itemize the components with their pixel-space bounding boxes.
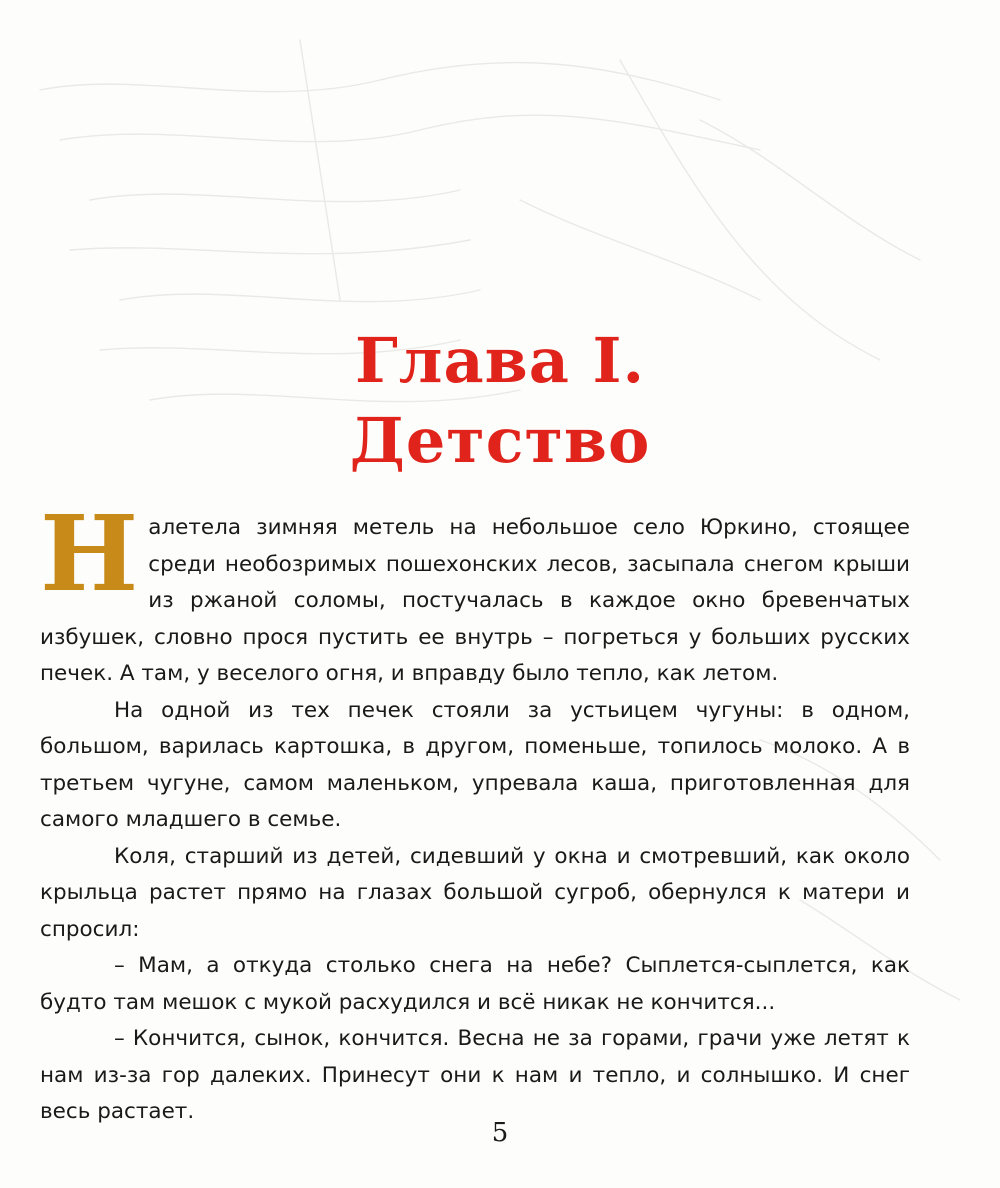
chapter-text	[40, 492, 910, 1131]
page-number: 5	[491, 1118, 509, 1148]
chapter-title-line1: Глава I.	[354, 324, 646, 397]
paragraph-3: Коля, старший из детей, сидевший у окна и смотревший, как около крыльца растет прямо на глазах большой сугроб, обернулся к матери и спросил:	[40, 843, 910, 942]
drop-cap: Н	[40, 492, 139, 615]
paragraph-1-text: алетела зимняя метель на небольшое село Юркино, стоящее среди необозримых пошехонских лесов, засыпала снегом крыши из ржаной соломы, постучалась в каждое окно бревенчатых избушек, словно прося пустить ее внутрь – погреться у больших русских печек. А там, у веселого огня, и вправду было тепло, как летом.	[40, 515, 910, 686]
paragraph-2: На одной из тех печек стояли за устьицем чугуны: в одном, большом, варилась картошка, в другом, поменьше, топилось молоко. А в третьем чугуне, самом маленьком, упревала каша, приготовленная для самого младшего в семье.	[40, 697, 910, 832]
paragraph-1	[40, 492, 910, 693]
chapter-title-line2: Детство	[349, 404, 651, 477]
dialog-line-1: – Мам, а откуда столько снега на небе? Сыплется-сыплется, как будто там мешок с мукой расхудился и всё никак не кончится...	[40, 953, 910, 1015]
dialog-line-2: – Кончится, сынок, кончится. Весна не за горами, грачи уже летят к нам из-за гор далеких. Принесут они к нам и тепло, и солнышко. И снег весь растает.	[40, 1026, 910, 1124]
